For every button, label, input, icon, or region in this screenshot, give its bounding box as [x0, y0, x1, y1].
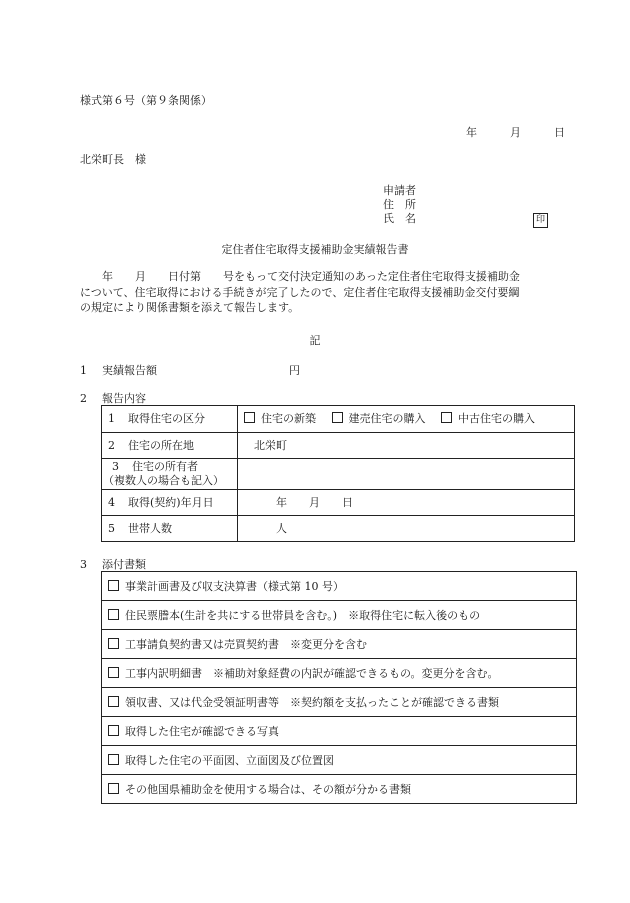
attachment-row [102, 630, 577, 659]
document-title: 定住者住宅取得支援補助金実績報告書 [221, 243, 409, 256]
form-number: 様式第６号（第９条関係） [80, 94, 212, 107]
attachment-label: 工事内訳明細書 ※補助対象経費の内訳が確認できるもの。変更分を含む。 [125, 667, 499, 680]
section-2-label: 報告内容 [102, 392, 146, 405]
applicant-name-label: 氏 名 [383, 212, 416, 225]
body-line: について、住宅取得における手続きが完了したので、定住者住宅取得支援補助金交付要綱 [80, 285, 520, 299]
table-row [102, 406, 575, 433]
table-row [102, 433, 575, 459]
date-line [466, 126, 565, 140]
row-label: 4 取得(契約)年月日 [102, 490, 238, 516]
owner-value[interactable] [238, 459, 575, 490]
checkbox-icon[interactable] [108, 725, 119, 736]
row-label: 5 世帯人数 [102, 516, 238, 542]
housing-type-options [238, 406, 575, 433]
attachment-row [102, 688, 577, 717]
attachment-label: 領収書、又は代金受領証明書等 ※契約額を支払ったことが確認できる書類 [125, 696, 499, 709]
body-line: 年 月 日付第 号をもって交付決定通知のあった定住者住宅取得支援補助金 [80, 270, 520, 283]
checkbox-icon[interactable] [441, 412, 452, 423]
option-used-house[interactable]: 中古住宅の購入 [441, 412, 535, 425]
section-1 [80, 364, 300, 378]
body-text [80, 269, 555, 316]
recipient: 北栄町長 様 [80, 153, 146, 166]
ki-heading: 記 [309, 334, 321, 347]
attachment-label: 工事請負契約書又は売買契約書 ※変更分を含む [125, 638, 367, 651]
attachment-row [102, 572, 577, 601]
section-1-number: 1 [80, 364, 87, 377]
option-new-build[interactable]: 住宅の新築 [244, 412, 316, 425]
table-row [102, 490, 575, 516]
attachment-label: 事業計画書及び収支決算書（様式第 10 号） [125, 580, 344, 593]
checkbox-icon[interactable] [108, 696, 119, 707]
attachment-row [102, 717, 577, 746]
attachment-label: 住民票謄本(生計を共にする世帯員を含む。) ※取得住宅に転入後のもの [125, 609, 481, 622]
section-3-label: 添付書類 [102, 558, 146, 571]
attachment-label: その他国県補助金を使用する場合は、その額が分かる書類 [125, 783, 411, 796]
section-1-label: 実績報告額 [102, 364, 157, 377]
section-2-heading [80, 392, 146, 406]
table-row [102, 516, 575, 542]
attachment-row [102, 601, 577, 630]
attachments-table [101, 571, 577, 804]
row-label: 3 住宅の所有者 （複数人の場合も記入） [102, 459, 238, 490]
applicant-label: 申請者 [383, 184, 416, 197]
row-label: 1 取得住宅の区分 [102, 406, 238, 433]
checkbox-icon[interactable] [108, 754, 119, 765]
date-year: 年 [466, 126, 477, 139]
seal-mark: 印 [533, 213, 548, 228]
checkbox-icon[interactable] [108, 783, 119, 794]
checkbox-icon[interactable] [244, 412, 255, 423]
body-line: の規定により関係書類を添えて報告します。 [80, 301, 300, 314]
applicant-block [383, 184, 416, 226]
checkbox-icon[interactable] [108, 638, 119, 649]
location-value[interactable]: 北栄町 [238, 433, 575, 459]
household-size-value[interactable]: 人 [238, 516, 575, 542]
checkbox-icon[interactable] [108, 667, 119, 678]
attachment-row [102, 775, 577, 804]
section-3-heading [80, 558, 146, 572]
row-label: 2 住宅の所在地 [102, 433, 238, 459]
option-ready-built[interactable]: 建売住宅の購入 [332, 412, 426, 425]
acquisition-date-value[interactable]: 年 月 日 [238, 490, 575, 516]
date-day: 日 [554, 126, 565, 139]
date-month: 月 [510, 126, 521, 139]
checkbox-icon[interactable] [108, 609, 119, 620]
attachment-label: 取得した住宅の平面図、立面図及び位置図 [125, 754, 334, 767]
table-row [102, 459, 575, 490]
attachment-label: 取得した住宅が確認できる写真 [125, 725, 279, 738]
section-1-unit: 円 [289, 364, 300, 377]
section-3-number: 3 [80, 558, 87, 571]
attachment-row [102, 659, 577, 688]
report-content-table [101, 405, 575, 542]
checkbox-icon[interactable] [108, 580, 119, 591]
checkbox-icon[interactable] [332, 412, 343, 423]
attachment-row [102, 746, 577, 775]
section-2-number: 2 [80, 392, 87, 405]
applicant-address-label: 住 所 [383, 198, 416, 211]
